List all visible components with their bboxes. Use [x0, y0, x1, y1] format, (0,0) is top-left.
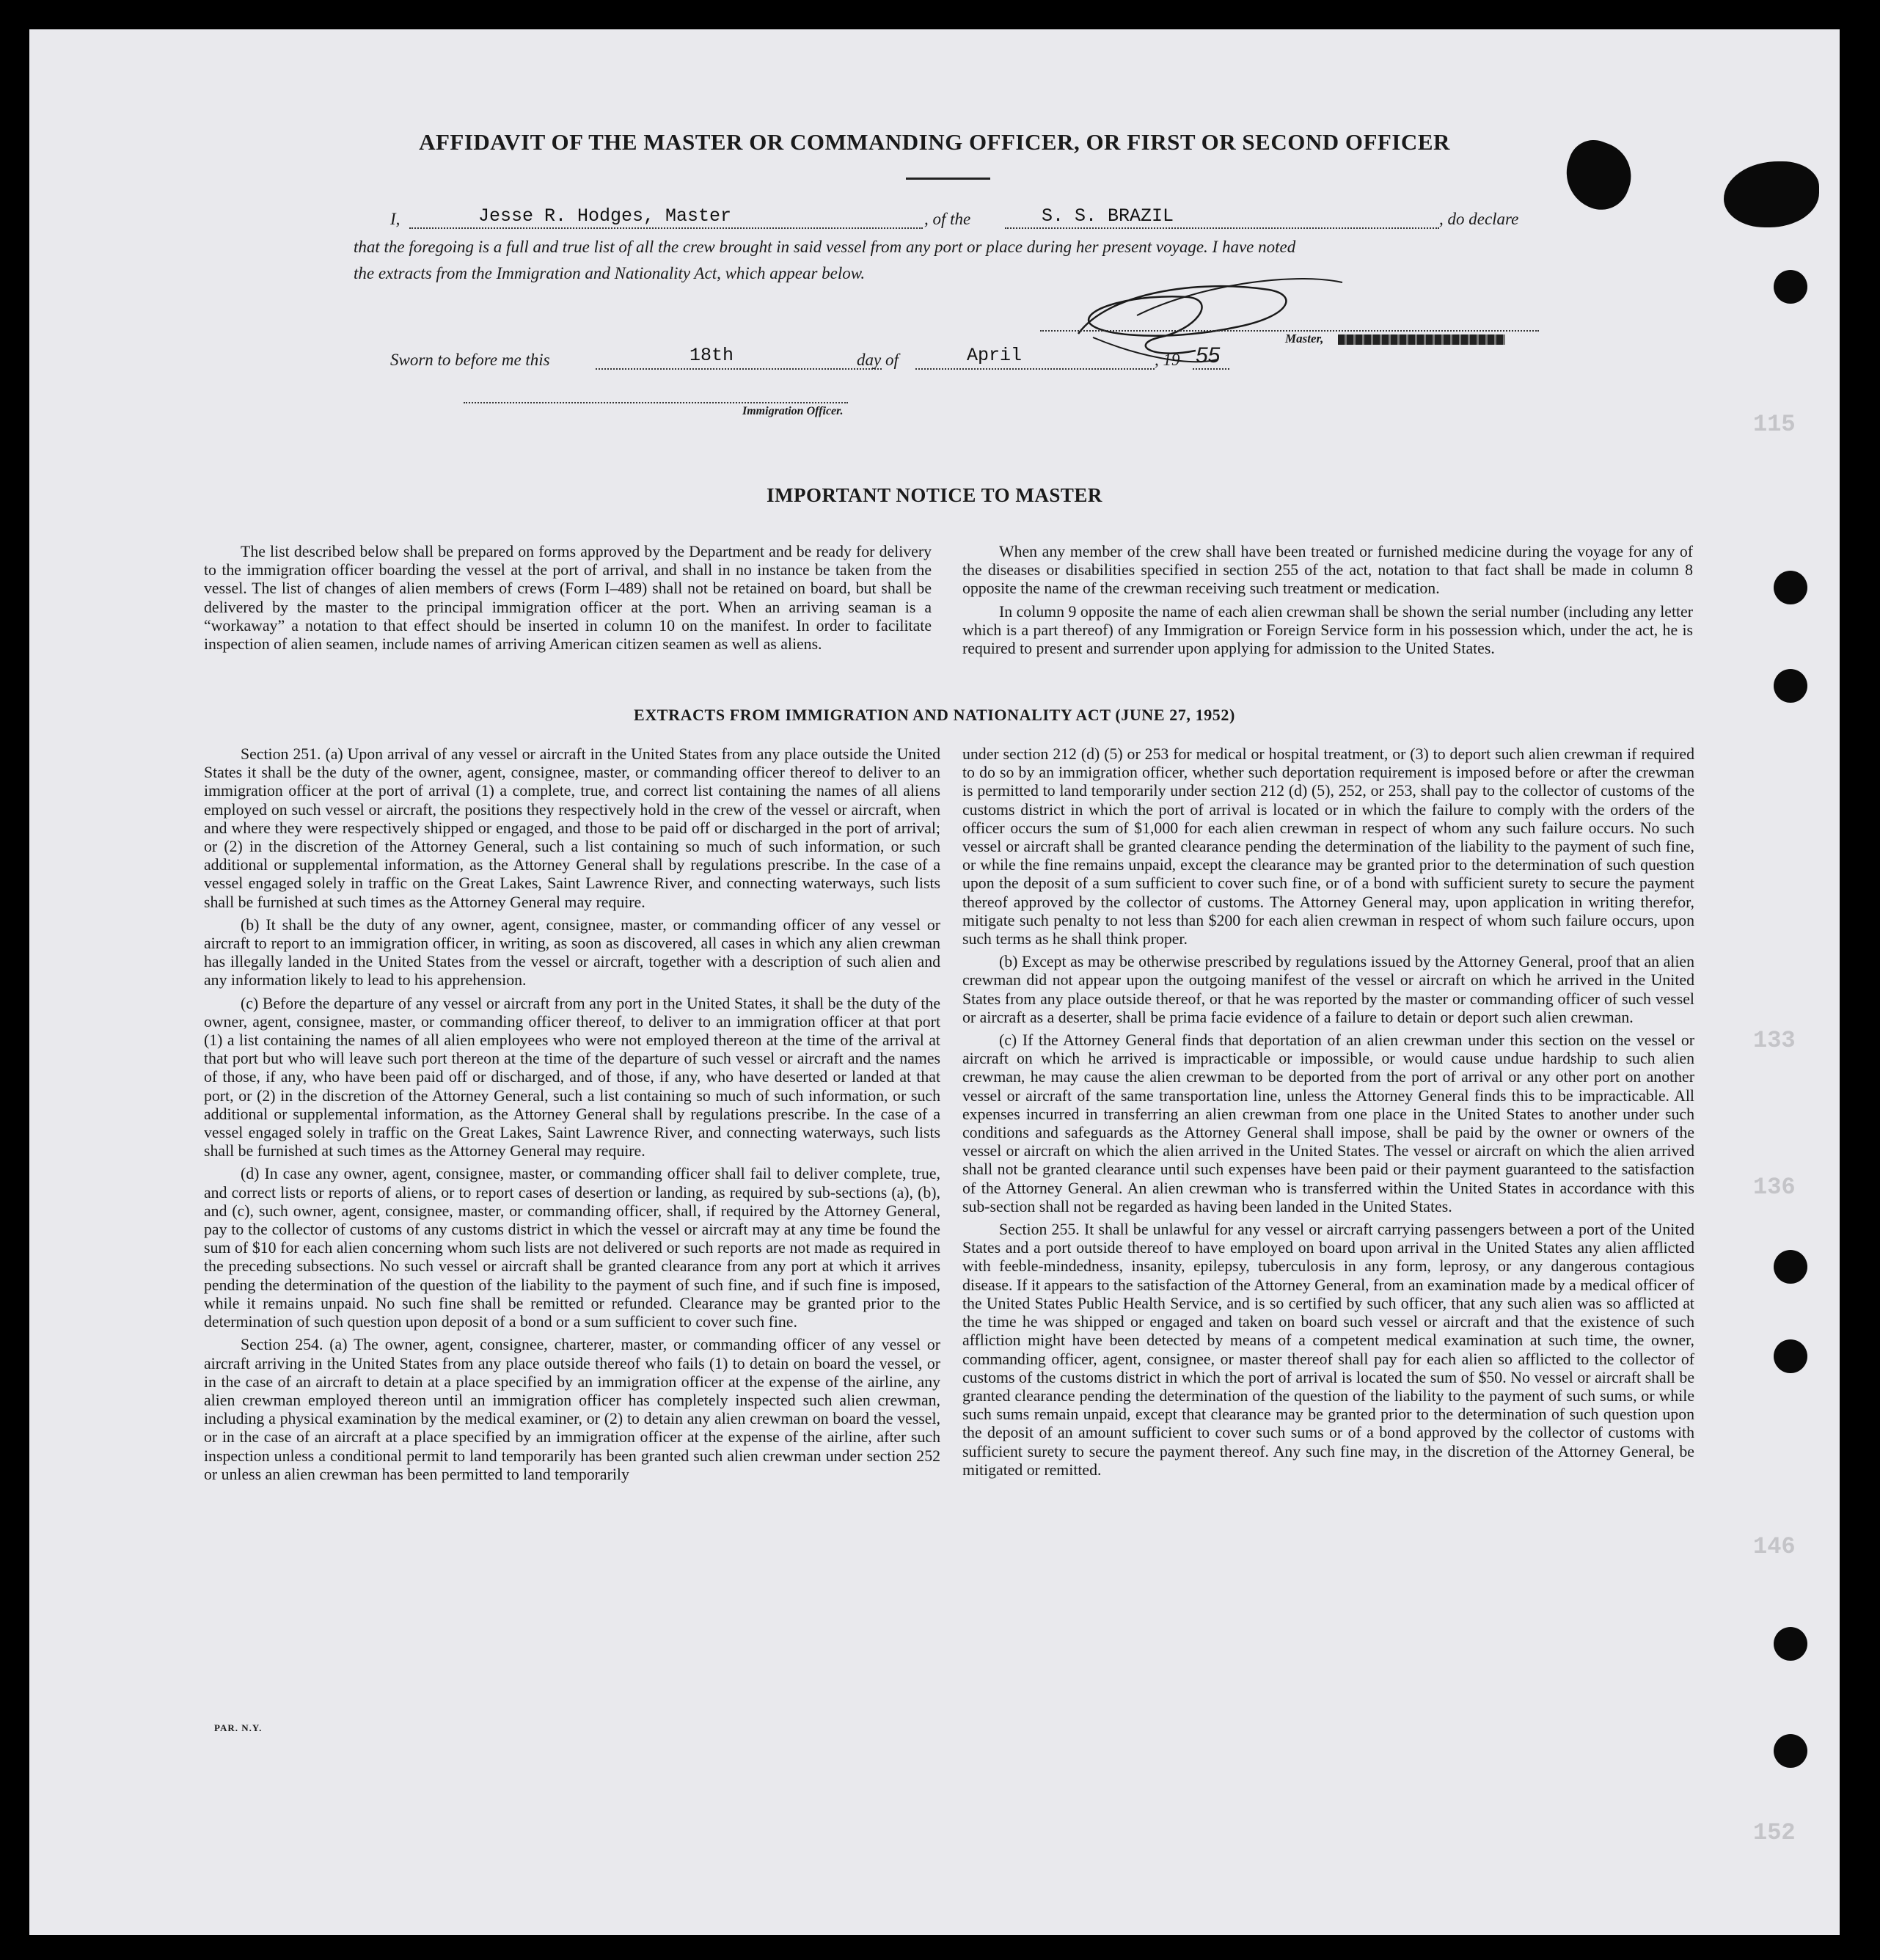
of-the-label: , of the: [924, 210, 971, 228]
section-251-a: Section 251. (a) Upon arrival of any vessel or aircraft in the United States from any place outside the United States it shall be the duty of the owner, agent, consignee, master, or commanding officer thereof to deliver to an immigration officer at the port of arrival (1) a complete, true, and correct list containing the names of all aliens employed on such vessel or aircraft, the positions they respectively hold in the crew of the vessel or aircraft, when and where they were respectively shipped or engaged, and those to be paid off or discharged in the port of arrival; or (2) in the discretion of the Attorney General, such a list containing so much of such information, or such additional or supplemental information, as the Attorney General shall by regulations prescribe. In the case of a vessel engaged solely in traffic on the Great Lakes, Saint Lawrence River, and connecting waterways, such lists shall be furnished at such times as the Attorney General may require.: [204, 745, 940, 911]
declaration-line-3: the extracts from the Immigration and Nationality Act, which appear below.: [354, 264, 866, 282]
sworn-month-line: [915, 367, 1155, 370]
binder-hole-icon: [1774, 270, 1807, 304]
master-label: Master,: [1285, 332, 1324, 345]
affidavit-title: AFFIDAVIT OF THE MASTER OR COMMANDING OFFICER, OR FIRST OR SECOND OFFICER: [419, 129, 1450, 155]
section-254-a-continued: under section 212 (d) (5) or 253 for medical or hospital treatment, or (3) to deport such alien crewman if required to do so by an immigration officer, whether such deportation requirement is imposed before or after the crewman is permitted to land temporarily under section 212 (d) (5), 252, or 253, shall pay to the collector of customs of the customs district in which the port of arrival is located or in which the failure to comply with the orders of the officer occurs the sum of $1,000 for each alien crewman in respect of whom any such failure occurs. No such vessel or aircraft shall be granted clearance pending the determination of the liability to the payment of such fine, or while the fine remains unpaid, except the clearance may be granted prior to the determination of such question upon the deposit of a sum sufficient to cover such fine, or of a bond with sufficient surety to secure the payment thereof approved by the collector of customs. The Attorney General may, upon application in writing therefor, mitigate such penalty to not less than $200 for each alien crewman in respect of whom such failure occurs, upon such terms as he shall think proper.: [962, 745, 1694, 948]
bleed-through-mark: 152: [1753, 1819, 1796, 1846]
sworn-month-field: April: [967, 345, 1023, 366]
master-name-field: Jesse R. Hodges, Master: [478, 205, 732, 227]
binder-hole-icon: [1774, 1339, 1807, 1373]
bleed-through-mark: 136: [1753, 1174, 1796, 1201]
binder-hole-icon: [1774, 669, 1807, 703]
sworn-day-line: [596, 367, 882, 370]
bleed-through-mark: 133: [1753, 1027, 1796, 1054]
notice-left-column: [204, 543, 932, 658]
sworn-day-field: 18th: [690, 345, 734, 366]
notice-right-paragraph-1: When any member of the crew shall have been treated or furnished medicine during the voyage for any of the diseases or disabilities specified in section 255 of the act, notation to that fact shall be made in column 8 opposite the name of the crewman receiving such treatment or medication.: [962, 543, 1693, 598]
officer-label: Immigration Officer.: [742, 405, 844, 417]
i-label: I,: [390, 210, 400, 228]
year-field: 55: [1196, 343, 1221, 368]
section-251-d: (d) In case any owner, agent, consignee, master, or commanding officer shall fail to deliver complete, true, and correct lists or reports of aliens, or to report cases of desertion or landing, as required by sub-sections (a), (b), and (c), such owner, agent, consignee, master, or commanding officer, shall, if required by the Attorney General, pay to the collector of customs of any customs district in which the vessel or aircraft may at any time be found the sum of $10 for each alien concerning whom such lists are not delivered or such reports are not made as required in the preceding subsections. No such vessel or aircraft shall be granted clearance from any port at which it arrives pending the determination of the question of the liability to the payment of such fine, and if such fine is imposed, while it remains unpaid. No such fine shall be remitted or refunded. Clearance may be granted prior to the determination of such question upon deposit of a bond or a sum sufficient to cover such fine.: [204, 1165, 940, 1331]
extracts-left-column: [204, 745, 940, 1488]
binder-hole-icon: [1774, 571, 1807, 604]
section-251-b: (b) It shall be the duty of any owner, agent, consignee, master, or commanding officer of any vessel or aircraft to report to an immigration officer, in writing, as soon as discovered, all cases in which any alien crewman has illegally landed in the United States from the vessel or aircraft, together with a description of such alien and any information likely to lead to his apprehension.: [204, 915, 940, 990]
notice-right-column: [962, 543, 1693, 662]
binder-hole-icon: [1774, 1627, 1807, 1661]
declaration-line-2: that the foregoing is a full and true list of all the crew brought in said vessel from any port or place during her present voyage. I have noted: [354, 238, 1296, 256]
extracts-title: EXTRACTS FROM IMMIGRATION AND NATIONALITY ACT (JUNE 27, 1952): [634, 706, 1235, 724]
binder-hole-icon: [1774, 1734, 1807, 1768]
year-prefix-label: , 19: [1155, 351, 1180, 369]
vessel-name-field: S. S. BRAZIL: [1042, 205, 1174, 227]
day-of-label: day of: [857, 351, 899, 369]
print-code: PAR. N.Y.: [214, 1722, 263, 1733]
document-page: [29, 29, 1840, 1935]
section-254-c: (c) If the Attorney General finds that deportation of an alien crewman under this section on the vessel or aircraft on which he arrived is impracticable or impossible, or would cause undue hardship to such alien crewman, he may cause the alien crewman to be deported from the port of arrival or any other port on another vessel or aircraft of the same transportation line, unless the Attorney General finds this to be impracticable. All expenses incurred in transferring an alien crewman from one place in the United States to another under such conditions and safeguards as the Attorney General shall impose, shall be paid by the owner or owners of the vessel or aircraft on which the alien arrived in the United States. The vessel or aircraft on which the alien arrived shall not be granted clearance until such expenses have been paid or their payment guaranteed to the satisfaction of the Attorney General. An alien crewman who is transferred within the United States in accordance with this sub-section shall not be regarded as having been landed in the United States.: [962, 1031, 1694, 1215]
binder-hole-icon: [1774, 1250, 1807, 1284]
notice-title: IMPORTANT NOTICE TO MASTER: [767, 484, 1102, 506]
section-254-b: (b) Except as may be otherwise prescribed by regulations issued by the Attorney General, proof that an alien crewman did not appear upon the outgoing manifest of the vessel or aircraft on which he arrived in the United States from any place outside thereof, or that he was reported by the master or commanding officer of such vessel or aircraft as a deserter, shall be prima facie evidence of a failure to detain or deport such alien crewman.: [962, 953, 1694, 1026]
ink-blot-icon: [1724, 161, 1819, 227]
notice-right-paragraph-2: In column 9 opposite the name of each alien crewman shall be shown the serial number (including any letter which is a part thereof) of any Immigration or Foreign Service form in his possession which, under the act, he is required to present and surrender upon applying for admission to the United States.: [962, 602, 1693, 658]
section-251-c: (c) Before the departure of any vessel or aircraft from any port in the United States, it shall be the duty of the owner, agent, consignee, master, or commanding officer thereof, to deliver to an immigration officer at that port (1) a list containing the names of all alien employees who were not employed thereon at the time of the arrival at that port but who will leave such port thereon at the time of the departure of such vessel or aircraft and the names of those, if any, who have been paid off or discharged, and of those, if any, who have deserted or landed at that port, or (2) in the discretion of the Attorney General, such a list containing so much of such information, or such additional or supplemental information, as the Attorney General shall by regulations prescribe. In the case of a vessel engaged solely in traffic on the Great Lakes, Saint Lawrence River, and connecting waterways, such lists shall be furnished at such times as the Attorney General may require.: [204, 994, 940, 1160]
bleed-through-mark: 146: [1753, 1533, 1796, 1560]
bleed-through-mark: 115: [1753, 411, 1796, 438]
do-declare-label: , do declare: [1439, 210, 1519, 228]
sworn-label: Sworn to before me this: [390, 351, 550, 369]
struck-out-title: [1338, 334, 1505, 345]
extracts-right-column: [962, 745, 1694, 1484]
section-254-a: Section 254. (a) The owner, agent, consignee, charterer, master, or commanding officer of any vessel or aircraft arriving in the United States from any place outside thereof who fails (1) to detain on board the vessel, or in the case of an aircraft to detain at a place specified by an immigration officer at the expense of the airline, any alien crewman employed thereon until an immigration officer has completely inspected such alien crewman, including a physical examination by the medical examiner, or (2) to detain any alien crewman on board the vessel, or in the case of an aircraft at a place specified by an immigration officer at the expense of the airline, after such inspection unless a conditional permit to land temporarily has been granted such alien crewman under section 252 or unless an alien crewman has been permitted to land temporarily: [204, 1336, 940, 1483]
title-divider: [906, 178, 990, 180]
notice-left-paragraph: The list described below shall be prepared on forms approved by the Department and be ready for delivery to the immigration officer boarding the vessel at the port of arrival, and shall in no instance be taken from the vessel. The list of changes of alien members of crews (Form I–489) shall not be retained on board, but shall be delivered by the master to the principal immigration officer at the port. When an arriving seaman is a “workaway” a notation to that effect should be inserted in column 10 on the manifest. In order to facilitate inspection of alien seamen, include names of arriving American citizen seamen as well as aliens.: [204, 543, 932, 654]
officer-signature-line: [464, 401, 848, 403]
section-255: Section 255. It shall be unlawful for any vessel or aircraft carrying passengers between a port of the United States and a port outside thereof to have employed on board upon arrival in the United States any alien afflicted with feeble-mindedness, insanity, epilepsy, tuberculosis in any form, leprosy, or any dangerous contagious disease. If it appears to the satisfaction of the Attorney General, from an examination made by a medical officer of the United States Public Health Service, and is so certified by such officer, that any such alien was so afflicted at the time he was shipped or engaged and taken on board such vessel or aircraft and that the existence of such affliction might have been detected by means of a competent medical examination at such time, the owner, commanding officer, agent, consignee, or master thereof shall pay for each alien so afflicted to the collector of customs of the customs district in which the port of arrival is located the sum of $50. No vessel or aircraft shall be granted clearance pending the determination of the question of the liability to the payment of such sums, or while such sums remain unpaid, except that clearance may be granted prior to the determination of such question upon the deposit of an amount sufficient to cover such sums or of a bond approved by the collector of customs with sufficient surety to secure the payment thereof. Any such fine may, in the discretion of the Attorney General, be mitigated or remitted.: [962, 1221, 1694, 1479]
